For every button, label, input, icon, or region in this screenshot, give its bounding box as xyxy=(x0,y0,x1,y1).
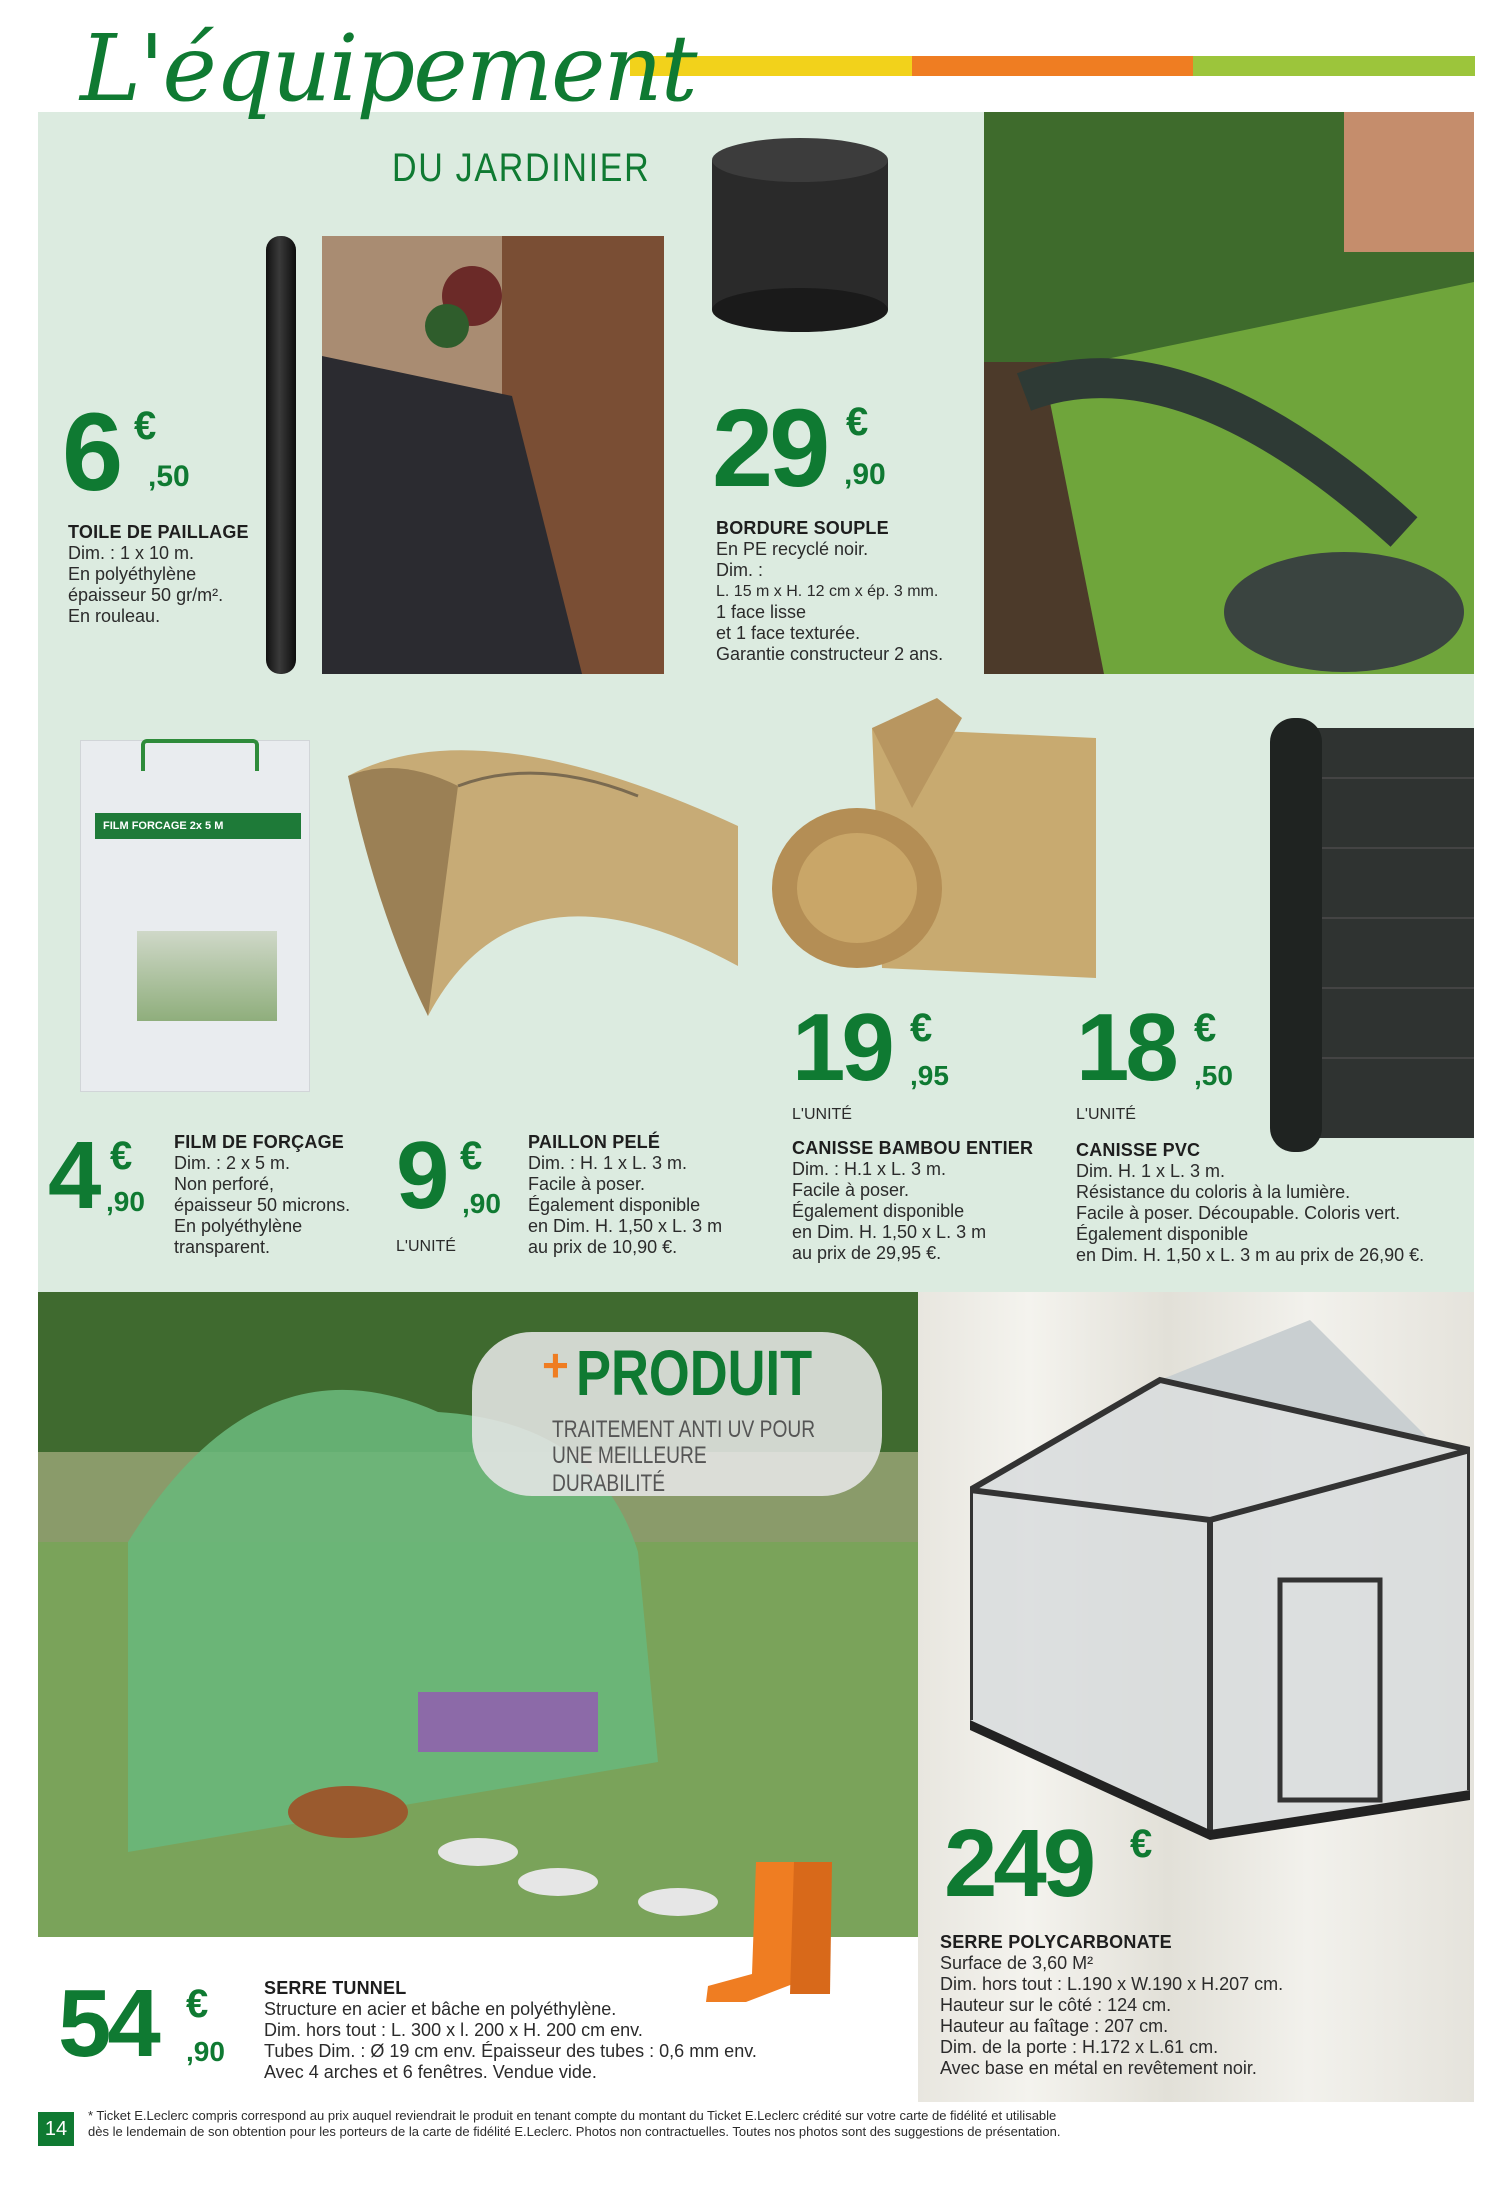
tunnel-price-int: 54 xyxy=(58,1970,157,2077)
bordure-desc-4: 1 face lisse xyxy=(716,602,807,622)
header-subtitle: DU JARDINIER xyxy=(392,146,651,190)
page-number: 14 xyxy=(38,2112,74,2146)
pvc-image xyxy=(1270,718,1474,1152)
film-pack-image xyxy=(80,740,310,1092)
polycarbonate-title: SERRE POLYCARBONATE xyxy=(940,1932,1172,1952)
paillon-title: PAILLON PELÉ xyxy=(528,1132,661,1152)
bambou-image xyxy=(762,688,1096,988)
header-title: L'équipement xyxy=(80,15,696,122)
pvc-price xyxy=(1076,994,1233,1110)
polycarbonate-price xyxy=(944,1810,1153,1926)
film-desc-2: Non perforé, xyxy=(174,1174,275,1194)
bambou-unit: L'UNITÉ xyxy=(792,1106,852,1123)
bordure-desc-6: Garantie constructeur 2 ans. xyxy=(716,644,944,664)
tunnel-desc-1: Structure en acier et bâche en polyéthylène. xyxy=(264,1999,617,2019)
pvc-price-cur: € xyxy=(1194,1006,1217,1050)
bordure-price-int: 29 xyxy=(712,387,827,510)
bordure-price-dec: ,90 xyxy=(844,458,886,491)
bordure-desc-1: En PE recyclé noir. xyxy=(716,539,869,559)
film-pack-handle xyxy=(141,739,259,771)
film-title: FILM DE FORÇAGE xyxy=(174,1132,344,1152)
bordure-desc-5: et 1 face texturée. xyxy=(716,623,861,643)
callout-line-1: TRAITEMENT ANTI UV POUR xyxy=(552,1416,816,1443)
film-desc-3: épaisseur 50 microns. xyxy=(174,1195,351,1215)
bambou-price xyxy=(792,994,949,1110)
pvc-desc-2: Résistance du coloris à la lumière. xyxy=(1076,1182,1351,1202)
polycarbonate-desc-5: Dim. de la porte : H.172 x L.61 cm. xyxy=(940,2037,1219,2057)
paillon-desc-4: en Dim. H. 1,50 x L. 3 m xyxy=(528,1216,723,1236)
polycarbonate-desc-3: Hauteur sur le côté : 124 cm. xyxy=(940,1995,1172,2015)
polycarbonate-greenhouse-image xyxy=(970,1320,1470,1840)
film-pack-label: FILM FORCAGE 2x 5 M xyxy=(95,813,301,839)
film-info xyxy=(174,1132,384,1258)
toile-title: TOILE DE PAILLAGE xyxy=(68,522,249,542)
paillon-desc-1: Dim. : H. 1 x L. 3 m. xyxy=(528,1153,688,1173)
pvc-desc-3: Facile à poser. Découpable. Coloris vert. xyxy=(1076,1203,1401,1223)
paillon-price xyxy=(396,1122,501,1238)
toile-desc-3: épaisseur 50 gr/m². xyxy=(68,585,224,605)
bordure-garden-photo xyxy=(984,112,1474,674)
film-price-cur: € xyxy=(110,1134,133,1178)
film-desc-1: Dim. : 2 x 5 m. xyxy=(174,1153,291,1173)
toile-price-int: 6 xyxy=(62,391,120,514)
bambou-desc-3: Également disponible xyxy=(792,1201,965,1221)
tunnel-price-cur: € xyxy=(186,1982,209,2026)
polycarbonate-price-cur: € xyxy=(1130,1822,1153,1866)
footer-disclaimer xyxy=(88,2108,1468,2140)
paillon-price-int: 9 xyxy=(396,1122,446,1229)
bordure-desc-3: L. 15 m x H. 12 cm x ép. 3 mm. xyxy=(716,583,939,600)
footer-line-1: * Ticket E.Leclerc compris correspond au prix auquel reviendrait le produit en tenant compte du montant du Ticket E.Leclerc crédité sur votre carte de fidélité et utilisable xyxy=(88,2108,1057,2123)
toile-mulch-photo xyxy=(322,236,664,674)
tunnel-info xyxy=(264,1978,884,2083)
film-desc-4: En polyéthylène xyxy=(174,1216,303,1236)
film-price-int: 4 xyxy=(48,1122,98,1229)
toile-desc-1: Dim. : 1 x 10 m. xyxy=(68,543,195,563)
bambou-desc-5: au prix de 29,95 €. xyxy=(792,1243,942,1263)
toile-price-dec: ,50 xyxy=(148,460,190,493)
film-pack-photo xyxy=(137,931,277,1021)
paillon-price-dec: ,90 xyxy=(462,1188,501,1219)
bar-orange xyxy=(912,56,1194,76)
anti-uv-callout xyxy=(472,1332,882,1496)
pvc-desc-1: Dim. H. 1 x L. 3 m. xyxy=(1076,1161,1226,1181)
toile-desc-4: En rouleau. xyxy=(68,606,161,626)
bordure-price xyxy=(712,387,886,514)
pvc-info xyxy=(1076,1140,1472,1266)
callout-title: PRODUIT xyxy=(576,1337,813,1409)
bambou-price-int: 19 xyxy=(792,994,891,1101)
bambou-desc-1: Dim. : H.1 x L. 3 m. xyxy=(792,1159,947,1179)
paillon-image xyxy=(338,716,748,1080)
polycarbonate-desc-2: Dim. hors tout : L.190 x W.190 x H.207 cm. xyxy=(940,1974,1284,1994)
bambou-desc-2: Facile à poser. xyxy=(792,1180,910,1200)
film-price xyxy=(48,1122,145,1238)
polycarbonate-desc-4: Hauteur au faîtage : 207 cm. xyxy=(940,2016,1169,2036)
tunnel-price xyxy=(58,1970,225,2086)
bordure-roll-image xyxy=(712,138,888,334)
paillon-unit: L'UNITÉ xyxy=(396,1238,456,1255)
polycarbonate-info xyxy=(940,1932,1420,2079)
pvc-unit: L'UNITÉ xyxy=(1076,1106,1136,1123)
footer-line-2: dès le lendemain de son obtention pour les porteurs de la carte de fidélité E.Leclerc. Photos non contractuelles. Toutes nos photos sont des suggestions de présentation. xyxy=(88,2124,1061,2139)
bambou-price-cur: € xyxy=(910,1006,933,1050)
film-price-dec: ,90 xyxy=(106,1186,145,1217)
paillon-price-cur: € xyxy=(460,1134,483,1178)
tunnel-desc-2: Dim. hors tout : L. 300 x l. 200 x H. 200 cm env. xyxy=(264,2020,643,2040)
polycarbonate-desc-6: Avec base en métal en revêtement noir. xyxy=(940,2058,1257,2078)
bambou-title: CANISSE BAMBOU ENTIER xyxy=(792,1138,1034,1158)
pvc-desc-5: en Dim. H. 1,50 x L. 3 m au prix de 26,90 €. xyxy=(1076,1245,1425,1265)
paillon-desc-3: Également disponible xyxy=(528,1195,701,1215)
bambou-price-dec: ,95 xyxy=(910,1060,949,1091)
tunnel-title: SERRE TUNNEL xyxy=(264,1978,407,1998)
toile-price xyxy=(62,391,190,518)
pvc-price-dec: ,50 xyxy=(1194,1060,1233,1091)
callout-line-2: UNE MEILLEURE DURABILITÉ xyxy=(552,1442,707,1497)
polycarbonate-price-int: 249 xyxy=(944,1810,1093,1917)
pvc-desc-4: Également disponible xyxy=(1076,1224,1249,1244)
pvc-price-int: 18 xyxy=(1076,994,1175,1101)
paillon-info xyxy=(528,1132,768,1258)
toile-desc-2: En polyéthylène xyxy=(68,564,197,584)
bordure-price-cur: € xyxy=(846,400,869,444)
paillon-desc-5: au prix de 10,90 €. xyxy=(528,1237,678,1257)
tunnel-desc-4: Avec 4 arches et 6 fenêtres. Vendue vide. xyxy=(264,2062,597,2082)
pvc-title: CANISSE PVC xyxy=(1076,1140,1201,1160)
bordure-info xyxy=(716,518,976,665)
header-color-bar xyxy=(630,56,1475,76)
paillon-desc-2: Facile à poser. xyxy=(528,1174,646,1194)
film-desc-5: transparent. xyxy=(174,1237,271,1257)
callout-plus: + xyxy=(542,1339,569,1391)
toile-info xyxy=(68,522,308,627)
bar-green xyxy=(1193,56,1475,76)
bordure-desc-2: Dim. : xyxy=(716,560,763,580)
tunnel-desc-3: Tubes Dim. : Ø 19 cm env. Épaisseur des tubes : 0,6 mm env. xyxy=(264,2041,757,2061)
bordure-title: BORDURE SOUPLE xyxy=(716,518,889,538)
tunnel-price-dec: ,90 xyxy=(186,2036,225,2067)
polycarbonate-desc-1: Surface de 3,60 M² xyxy=(940,1953,1094,1973)
bambou-desc-4: en Dim. H. 1,50 x L. 3 m xyxy=(792,1222,987,1242)
toile-price-cur: € xyxy=(134,404,157,448)
bambou-info xyxy=(792,1138,1052,1264)
